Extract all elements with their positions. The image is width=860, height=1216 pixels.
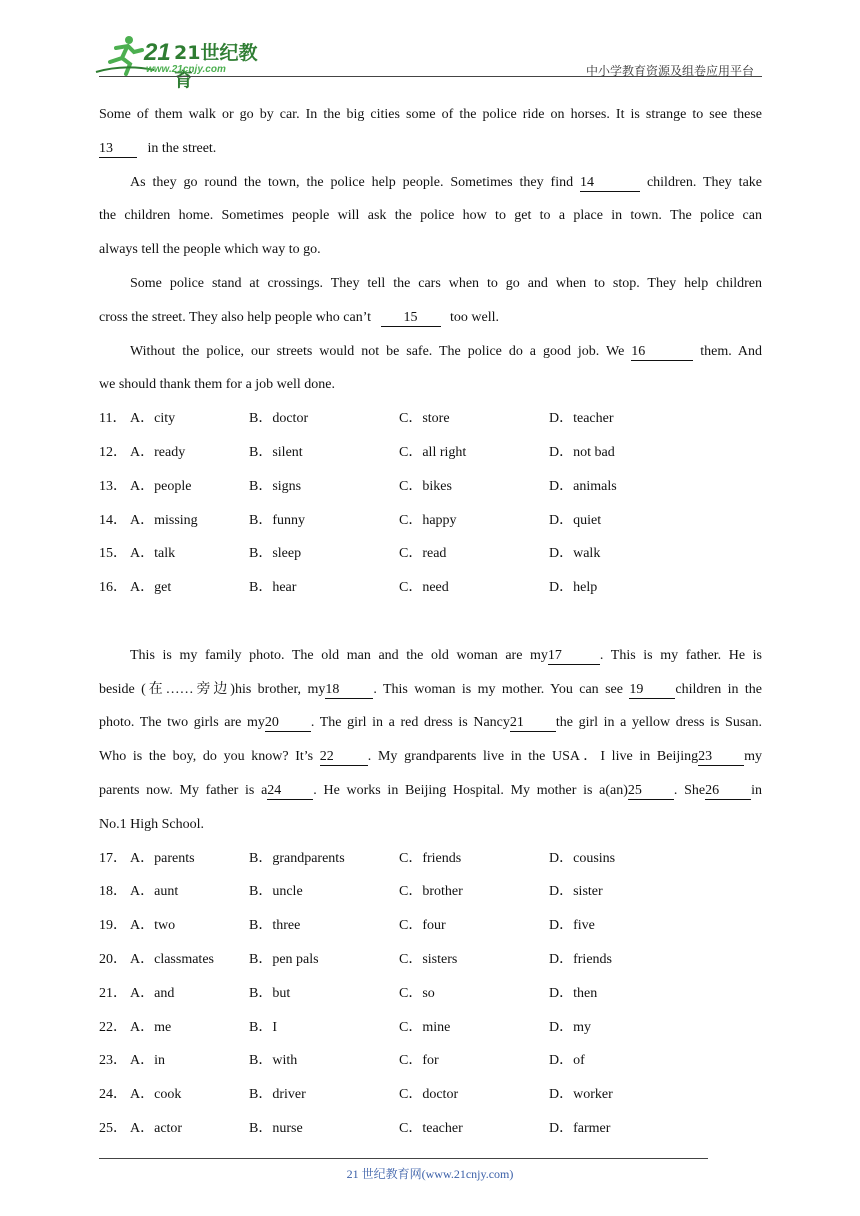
option-a[interactable]: A．two — [130, 918, 176, 934]
logo-url: www.21cnjy.com — [146, 64, 226, 75]
option-b[interactable]: B．signs — [249, 478, 302, 494]
blank-18[interactable]: 18 — [325, 682, 373, 699]
option-b[interactable]: B．pen pals — [249, 951, 319, 967]
option-d[interactable]: D．farmer — [549, 1120, 611, 1136]
question-row — [99, 909, 762, 943]
passage2-line — [99, 673, 762, 707]
option-c[interactable]: C．four — [399, 918, 446, 934]
option-c[interactable]: C．mine — [399, 1019, 451, 1035]
passage-text: cross the street. They also help people who can’t — [99, 309, 372, 325]
blank-22[interactable]: 22 — [320, 749, 368, 766]
option-c[interactable]: C．bikes — [399, 478, 452, 494]
option-b[interactable]: B．three — [249, 918, 301, 934]
option-b[interactable]: B．silent — [249, 444, 303, 460]
option-d[interactable]: D．my — [549, 1019, 591, 1035]
option-d[interactable]: D．of — [549, 1053, 585, 1069]
passage1-line: Some police stand at crossings. They tell the cars when to go and when to stop. They help children — [130, 275, 762, 291]
passage-text: . This woman is my mother. You can see — [373, 681, 623, 697]
passage2-line — [99, 639, 762, 673]
passage2-line: No.1 High School. — [99, 816, 204, 832]
site-logo[interactable] — [94, 34, 264, 91]
passage-text: . This is my father. He is — [599, 647, 762, 663]
passage1-line: we should thank them for a job well done. — [99, 377, 336, 393]
option-a[interactable]: A．missing — [130, 512, 198, 528]
question-row — [99, 1044, 762, 1078]
footer-divider — [99, 1158, 708, 1159]
option-a[interactable]: A．city — [130, 411, 176, 427]
passage2-line — [99, 774, 762, 808]
question-number: 22． — [99, 1019, 127, 1035]
question-row — [99, 842, 762, 876]
question-number: 23． — [99, 1053, 127, 1069]
blank-19[interactable]: 19 — [629, 682, 675, 699]
question-number: 19． — [99, 918, 127, 934]
svg-text:21: 21 — [144, 39, 171, 66]
option-c[interactable]: C．need — [399, 580, 449, 596]
passage-text: . My grandparents live in the USA．I live in Beijing — [367, 749, 699, 765]
option-a[interactable]: A．parents — [130, 850, 195, 866]
logo-title: 21世纪教育 — [174, 42, 258, 91]
passage-text: This is my family photo. The old man and the old woman are my — [130, 647, 548, 663]
option-d[interactable]: D．walk — [549, 546, 601, 562]
option-d[interactable]: D．worker — [549, 1087, 613, 1103]
option-b[interactable]: B．with — [249, 1053, 298, 1069]
passage1-line — [99, 335, 762, 369]
option-b[interactable]: B．uncle — [249, 884, 303, 900]
passage-text: photo. The two girls are my — [99, 715, 265, 731]
blank-24[interactable]: 24 — [267, 783, 313, 800]
question-number: 14． — [99, 512, 127, 528]
passage2-line — [99, 740, 762, 774]
question-row — [99, 943, 762, 977]
option-a[interactable]: A．in — [130, 1053, 165, 1069]
option-c[interactable]: C．friends — [399, 850, 462, 866]
question-row — [99, 1112, 762, 1146]
blank-16[interactable]: 16 — [631, 344, 693, 361]
option-a[interactable]: A．me — [130, 1019, 172, 1035]
question-list-2 — [99, 842, 762, 1146]
option-c[interactable]: C．teacher — [399, 1120, 463, 1136]
option-c[interactable]: C．sisters — [399, 951, 458, 967]
question-row — [99, 470, 762, 504]
platform-name: 中小学教育资源及组卷应用平台 — [585, 64, 754, 78]
option-a[interactable]: A．talk — [130, 546, 176, 562]
option-a[interactable]: A．actor — [130, 1120, 183, 1136]
passage1-line — [99, 301, 762, 335]
question-row — [99, 977, 762, 1011]
blank-13[interactable]: 13 — [99, 141, 137, 158]
option-a[interactable]: A．classmates — [130, 951, 214, 967]
passage-text: Without the police, our streets would not be safe. The police do a good job. We — [130, 343, 625, 359]
option-d[interactable]: D．teacher — [549, 411, 614, 427]
option-d[interactable]: D．friends — [549, 951, 612, 967]
option-d[interactable]: D．quiet — [549, 512, 602, 528]
option-c[interactable]: C．so — [399, 985, 435, 1001]
blank-14[interactable]: 14 — [580, 175, 640, 192]
question-row — [99, 1011, 762, 1045]
option-b[interactable]: B．nurse — [249, 1120, 303, 1136]
option-d[interactable]: D．cousins — [549, 850, 616, 866]
option-c[interactable]: C．brother — [399, 884, 463, 900]
blank-25[interactable]: 25 — [628, 783, 674, 800]
passage-text: children. They take — [646, 174, 762, 190]
document-body — [99, 98, 762, 1146]
option-a[interactable]: A．people — [130, 478, 192, 494]
option-a[interactable]: A．aunt — [130, 884, 179, 900]
option-d[interactable]: D．animals — [549, 478, 617, 494]
option-c[interactable]: C．for — [399, 1053, 439, 1069]
blank-17[interactable]: 17 — [548, 648, 600, 665]
passage1-line: the children home. Sometimes people will ask the police how to get to a place in town. The police can — [99, 208, 762, 224]
passage-text: beside (在……旁边)his brother, my — [99, 681, 326, 697]
option-d[interactable]: D．not bad — [549, 444, 615, 460]
option-b[interactable]: B．sleep — [249, 546, 302, 562]
passage-text: them. And — [700, 343, 762, 359]
option-b[interactable]: B．funny — [249, 512, 305, 528]
option-c[interactable]: C．happy — [399, 512, 457, 528]
option-c[interactable]: C．read — [399, 546, 447, 562]
question-number: 13． — [99, 478, 127, 494]
blank-20[interactable]: 20 — [265, 715, 311, 732]
question-row — [99, 436, 762, 470]
question-row — [99, 1078, 762, 1112]
passage-text: children in the — [675, 681, 763, 697]
option-d[interactable]: D．then — [549, 985, 598, 1001]
option-d[interactable]: D．five — [549, 918, 595, 934]
option-a[interactable]: A．get — [130, 580, 172, 596]
question-number: 20． — [99, 951, 127, 967]
question-number: 18． — [99, 884, 127, 900]
passage1-line: always tell the people which way to go. — [99, 242, 321, 258]
option-b[interactable]: B．doctor — [249, 411, 309, 427]
passage-text: . He works in Beijing Hospital. My mother is a(an) — [313, 782, 628, 798]
option-a[interactable]: A．ready — [130, 444, 186, 460]
option-d[interactable]: D．help — [549, 580, 598, 596]
question-number: 25． — [99, 1120, 127, 1136]
blank-26[interactable]: 26 — [705, 783, 751, 800]
option-b[interactable]: B．but — [249, 985, 291, 1001]
question-row — [99, 571, 762, 605]
question-number: 15． — [99, 546, 127, 562]
option-c[interactable]: C．doctor — [399, 1087, 459, 1103]
question-number: 11． — [99, 411, 127, 427]
passage1-line: Some of them walk or go by car. In the big cities some of the police ride on horses. It is strange to see these — [99, 107, 762, 122]
question-number: 21． — [99, 985, 127, 1001]
passage-text: my — [744, 749, 763, 765]
passage-text: Who is the boy, do you know? It’s — [99, 749, 314, 765]
question-row — [99, 875, 762, 909]
option-b[interactable]: B．driver — [249, 1087, 306, 1103]
passage-text: in — [751, 782, 762, 798]
blank-21[interactable]: 21 — [510, 715, 556, 732]
option-c[interactable]: C．store — [399, 411, 450, 427]
header-divider — [99, 76, 762, 77]
option-b[interactable]: B．I — [249, 1019, 277, 1035]
passage-text: . She — [673, 782, 706, 798]
footer-site-link[interactable]: 21 世纪教育网(www.21cnjy.com) — [346, 1167, 514, 1181]
passage2-line — [99, 706, 762, 740]
passage1-line — [99, 132, 762, 166]
question-list-1 — [99, 402, 762, 605]
question-row — [99, 537, 762, 571]
page-header — [0, 0, 860, 91]
question-number: 24． — [99, 1087, 127, 1103]
passage-text: too well. — [450, 309, 500, 325]
option-b[interactable]: B．hear — [249, 580, 297, 596]
question-row — [99, 504, 762, 538]
question-row — [99, 402, 762, 436]
question-number: 16． — [99, 580, 127, 596]
passage-text: the girl in a yellow dress is Susan. — [555, 715, 762, 731]
option-a[interactable]: A．cook — [130, 1087, 182, 1103]
option-b[interactable]: B．grandparents — [249, 850, 345, 866]
question-number: 17． — [99, 850, 127, 866]
passage-text: . The girl in a red dress is Nancy — [310, 715, 510, 731]
option-a[interactable]: A．and — [130, 985, 175, 1001]
passage-text: parents now. My father is a — [99, 782, 268, 798]
passage-text: in the street. — [147, 140, 217, 156]
blank-23[interactable]: 23 — [698, 749, 744, 766]
passage-text: As they go round the town, the police help people. Sometimes they find — [130, 174, 574, 190]
question-number: 12． — [99, 444, 127, 460]
option-d[interactable]: D．sister — [549, 884, 603, 900]
section-gap — [99, 605, 762, 639]
option-c[interactable]: C．all right — [399, 444, 467, 460]
passage1-line — [99, 166, 762, 200]
blank-15[interactable]: 15 — [381, 310, 441, 327]
